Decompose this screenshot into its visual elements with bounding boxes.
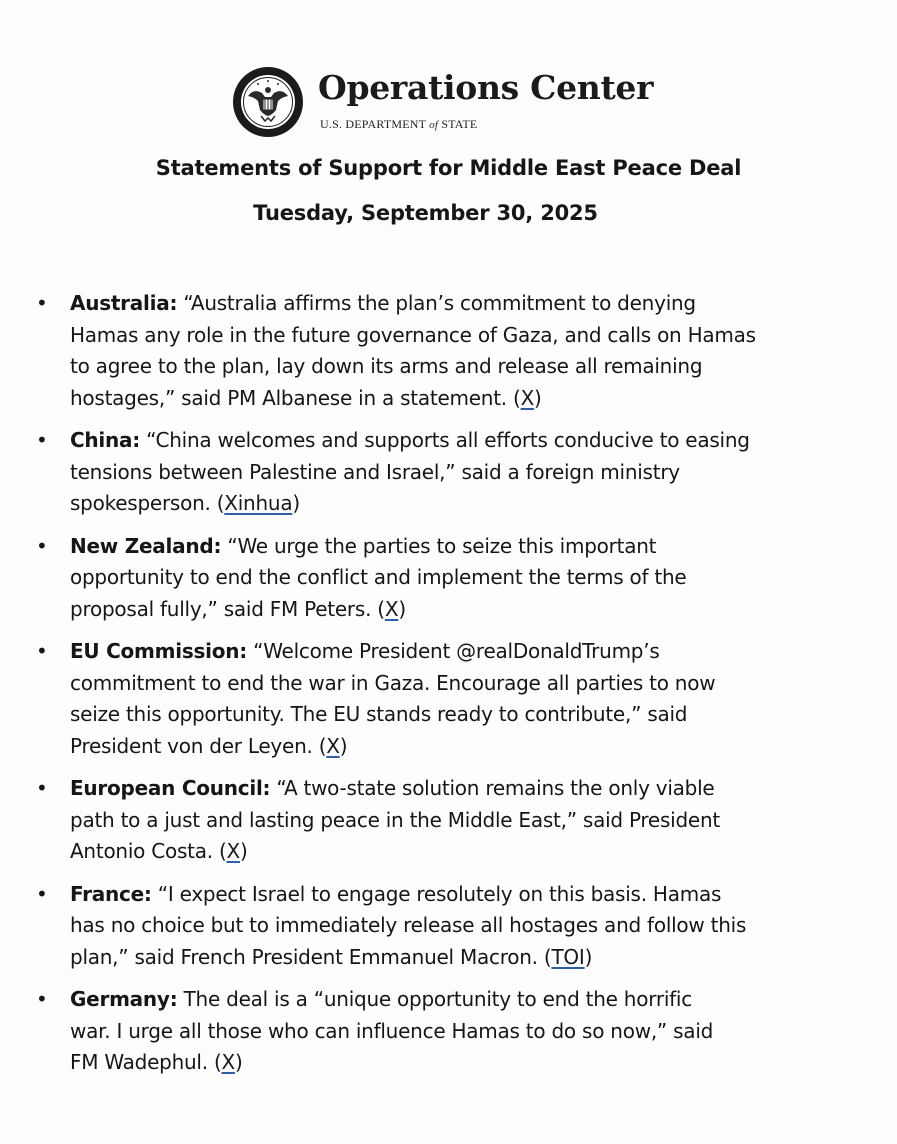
statement-country: Australia: [70,291,178,315]
statement-text: opportunity to end the conflict and implement the terms of the [70,565,687,589]
statement-text: “We urge the parties to seize this important [227,533,657,558]
statement-line [70,288,854,320]
source-link[interactable]: X [326,733,340,758]
statement-item [34,984,854,1079]
bullet-icon: • [36,639,48,663]
statement-line [70,562,854,594]
statement-line [70,457,854,489]
statement-text: war. I urge all those who can influence Hamas to do so now,” said [70,1018,714,1043]
statement-line [70,351,854,383]
statement-text: “Australia affirms the plan’s commitment to denying [183,291,696,315]
statement-text: proposal fully,” said FM Peters. [70,596,372,621]
organization-subtitle [320,117,477,132]
statement-country: EU Commission: [70,639,247,663]
statement-line: plan,” said French President Emmanuel Macron. (TOI) [70,944,593,969]
statement-item [34,879,854,974]
statement-item [34,531,854,626]
source-link[interactable]: TOI [551,944,585,969]
statement-text: Hamas any role in the future governance of Gaza, and calls on Hamas [70,322,756,347]
statement-text: plan,” said French President Emmanuel Macron. [70,944,538,969]
statement-line [70,699,854,731]
statement-text: The deal is a “unique opportunity to end the horrific [183,987,692,1011]
statement-line: FM Wadephul. (X) [70,1050,243,1074]
statement-line [70,425,854,457]
bullet-icon: • [36,291,48,315]
source-link[interactable]: X [520,385,535,410]
statement-text: has no choice but to immediately release all hostages and follow this [70,913,747,937]
statement-line [70,984,854,1016]
statement-item [34,425,854,520]
statement-text: “China welcomes and supports all efforts conducive to easing [146,428,750,452]
document-title: Statements of Support for Middle East Peace Deal [155,156,742,180]
statement-line: Antonio Costa. (X) [70,839,248,863]
bullet-icon: • [36,533,48,558]
statement-line [70,531,854,563]
statement-line [70,668,854,700]
org-sub-post: STATE [441,117,478,131]
org-sub-of: of [429,119,439,131]
statement-line [70,636,854,668]
statement-text: tensions between Palestine and Israel,” said a foreign ministry [70,459,680,484]
statement-line [70,805,854,837]
org-sub-pre: U.S. DEPARTMENT [320,117,426,131]
statement-text: commitment to end the war in Gaza. Encourage all parties to now [70,670,716,695]
statement-text: “Welcome President @realDonaldTrump’s [253,639,660,663]
statement-text: spokesperson. [70,491,211,515]
bullet-icon: • [36,428,48,452]
statement-item [34,636,854,762]
source-link[interactable]: X [226,839,240,863]
statement-text: path to a just and lasting peace in the Middle East,” said President [70,807,720,832]
statement-country: China: [70,428,141,452]
statement-text: seize this opportunity. The EU stands ready to contribute,” said [70,702,688,726]
statement-country: New Zealand: [70,533,222,558]
statement-item [34,773,854,868]
statement-text: to agree to the plan, lay down its arms and release all remaining [70,354,703,378]
statement-text: FM Wadephul. [70,1050,208,1074]
statement-country: Germany: [70,987,178,1011]
bullet-icon: • [36,881,48,906]
statement-line [70,910,854,942]
source-link[interactable]: X [221,1050,235,1074]
statement-line [70,773,854,805]
statement-text: hostages,” said PM Albanese in a statement. [70,385,507,410]
letterhead [232,66,652,142]
statement-country: European Council: [70,776,271,800]
statement-line [70,879,854,911]
statement-line [70,1016,854,1048]
organization-name: Operations Center [318,68,654,107]
statement-item [34,288,854,414]
statement-country: France: [70,881,152,906]
statement-line: hostages,” said PM Albanese in a statement. (X) [70,385,542,410]
statement-line: proposal fully,” said FM Peters. (X) [70,596,406,621]
statement-text: “A two-state solution remains the only viable [276,776,715,800]
department-seal-icon [232,66,304,138]
statement-line: spokesperson. (Xinhua) [70,491,300,515]
statements-list [34,288,854,1090]
statement-text: President von der Leyen. [70,733,313,758]
source-link[interactable]: X [384,596,399,621]
statement-text: Antonio Costa. [70,839,213,863]
source-link[interactable]: Xinhua [224,491,293,515]
bullet-icon: • [36,987,48,1011]
statement-line [70,320,854,352]
statement-text: “I expect Israel to engage resolutely on this basis. Hamas [157,881,722,906]
statement-line: President von der Leyen. (X) [70,733,348,758]
document-date: Tuesday, September 30, 2025 [253,201,598,225]
bullet-icon: • [36,776,48,800]
